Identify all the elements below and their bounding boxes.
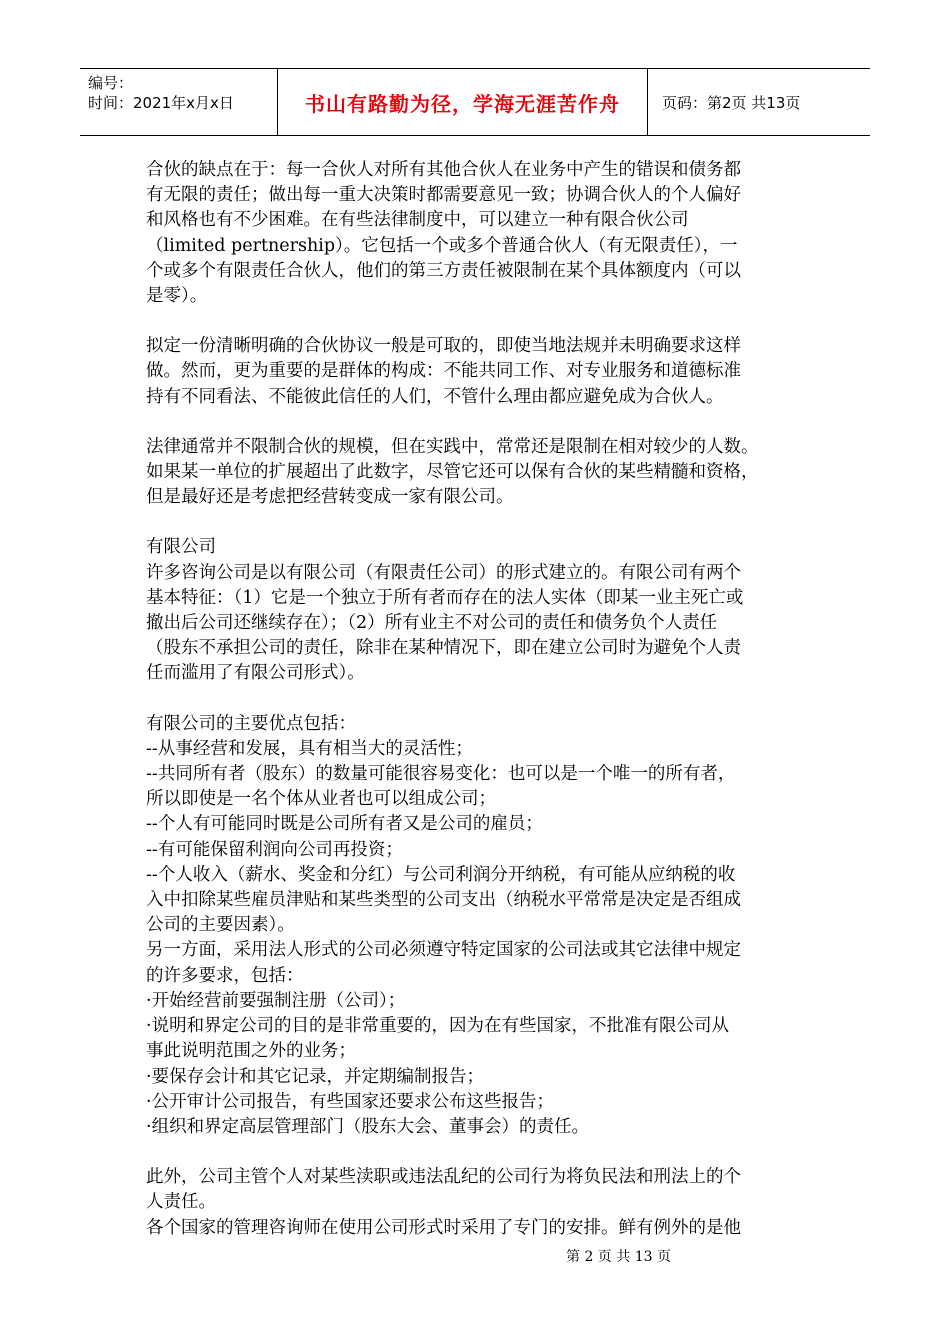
body-line: 许多咨询公司是以有限公司（有限责任公司）的形式建立的。有限公司有两个 (146, 562, 741, 583)
body-line: 此外，公司主管个人对某些渎职或违法乱纪的公司行为将负民法和刑法上的个 (146, 1167, 741, 1188)
body-line: 各个国家的管理咨询师在使用公司形式时采用了专门的安排。鲜有例外的是他 (146, 1217, 741, 1238)
body-line: 所以即使是一名个体从业者也可以组成公司； (146, 789, 496, 810)
document-body (146, 158, 806, 1241)
header-page-info: 页码：第2页 共13页 (662, 93, 801, 112)
body-line: （股东不承担公司的责任，除非在某种情况下，即在建立公司时为避免个人责 (146, 638, 741, 659)
body-line: 的许多要求，包括： (146, 965, 304, 986)
list-item: --从事经营和发展，具有相当大的灵活性； (146, 738, 473, 759)
body-line: 合伙的缺点在于：每一合伙人对所有其他合伙人在业务中产生的错误和债务都 (146, 160, 741, 180)
date-label: 时间：2021年x月x日 (88, 94, 234, 112)
list-item: --共同所有者（股东）的数量可能很容易变化：也可以是一个唯一的所有者， (146, 764, 736, 785)
body-line: 但是最好还是考虑把经营转变成一家有限公司。 (146, 487, 514, 508)
document-header (80, 68, 870, 136)
body-line: 公司的主要因素）。 (146, 915, 295, 936)
header-motto: 书山有路勤为径，学海无涯苦作舟 (278, 69, 648, 135)
code-label: 编号： (88, 74, 134, 92)
bullet-item: ·要保存会计和其它记录，并定期编制报告； (146, 1066, 485, 1087)
list-item: --个人收入（薪水、奖金和分红）与公司利润分开纳税，有可能从应纳税的收 (146, 864, 736, 885)
section-heading: 有限公司 (146, 537, 216, 558)
page-number: 第 2 页 共 13 页 (566, 1249, 671, 1265)
body-line: 入中扣除某些雇员津贴和某些类型的公司支出（纳税水平常常是决定是否组成 (146, 890, 741, 911)
header-meta (80, 69, 278, 135)
body-line: 个或多个有限责任合伙人，他们的第三方责任被限制在某个具体额度内（可以 (146, 260, 741, 281)
list-item: --有可能保留利润向公司再投资； (146, 839, 403, 860)
body-line: 撤出后公司还继续存在）；（2）所有业主不对公司的责任和债务负个人责任 (146, 613, 718, 634)
body-line: 是零）。 (146, 286, 208, 307)
body-line: 人责任。 (146, 1192, 216, 1213)
body-line: 任而滥用了有限公司形式）。 (146, 663, 365, 684)
body-line: 做。然而，更为重要的是群体的构成：不能共同工作、对专业服务和道德标准 (146, 361, 741, 382)
list-item: --个人有可能同时既是公司所有者又是公司的雇员； (146, 814, 543, 835)
body-line: 有限公司的主要优点包括： (146, 713, 356, 734)
body-line: 持有不同看法、不能彼此信任的人们，不管什么理由都应避免成为合伙人。 (146, 386, 724, 407)
body-line: 事此说明范围之外的业务； (146, 1041, 356, 1062)
body-line: 法律通常并不限制合伙的规模，但在实践中，常常还是限制在相对较少的人数。 (146, 436, 759, 457)
bullet-item: ·开始经营前要强制注册（公司）； (146, 990, 406, 1011)
bullet-item: ·说明和界定公司的目的是非常重要的，因为在有些国家，不批准有限公司从 (146, 1016, 730, 1037)
bullet-item: ·组织和界定高层管理部门（股东大会、董事会）的责任。 (146, 1116, 590, 1137)
body-line: 另一方面，采用法人形式的公司必须遵守特定国家的公司法或其它法律中规定 (146, 940, 741, 961)
body-line: 拟定一份清晰明确的合伙协议一般是可取的，即使当地法规并未明确要求这样 (146, 336, 741, 357)
body-line: 和风格也有不少困难。在有些法律制度中，可以建立一种有限合伙公司 (146, 210, 689, 231)
body-line: 有无限的责任；做出每一重大决策时都需要意见一致；协调合伙人的个人偏好 (146, 185, 741, 206)
body-line: 基本特征：（1）它是一个独立于所有者而存在的法人实体（即某一业主死亡或 (146, 587, 744, 608)
body-line: （limited pertnership）。它包括一个或多个普通合伙人（有无限责任），一 (146, 235, 738, 256)
body-line: 如果某一单位的扩展超出了此数字，尽管它还可以保有合伙的某些精髓和资格， (146, 462, 759, 483)
bullet-item: ·公开审计公司报告，有些国家还要求公布这些报告； (146, 1091, 555, 1112)
